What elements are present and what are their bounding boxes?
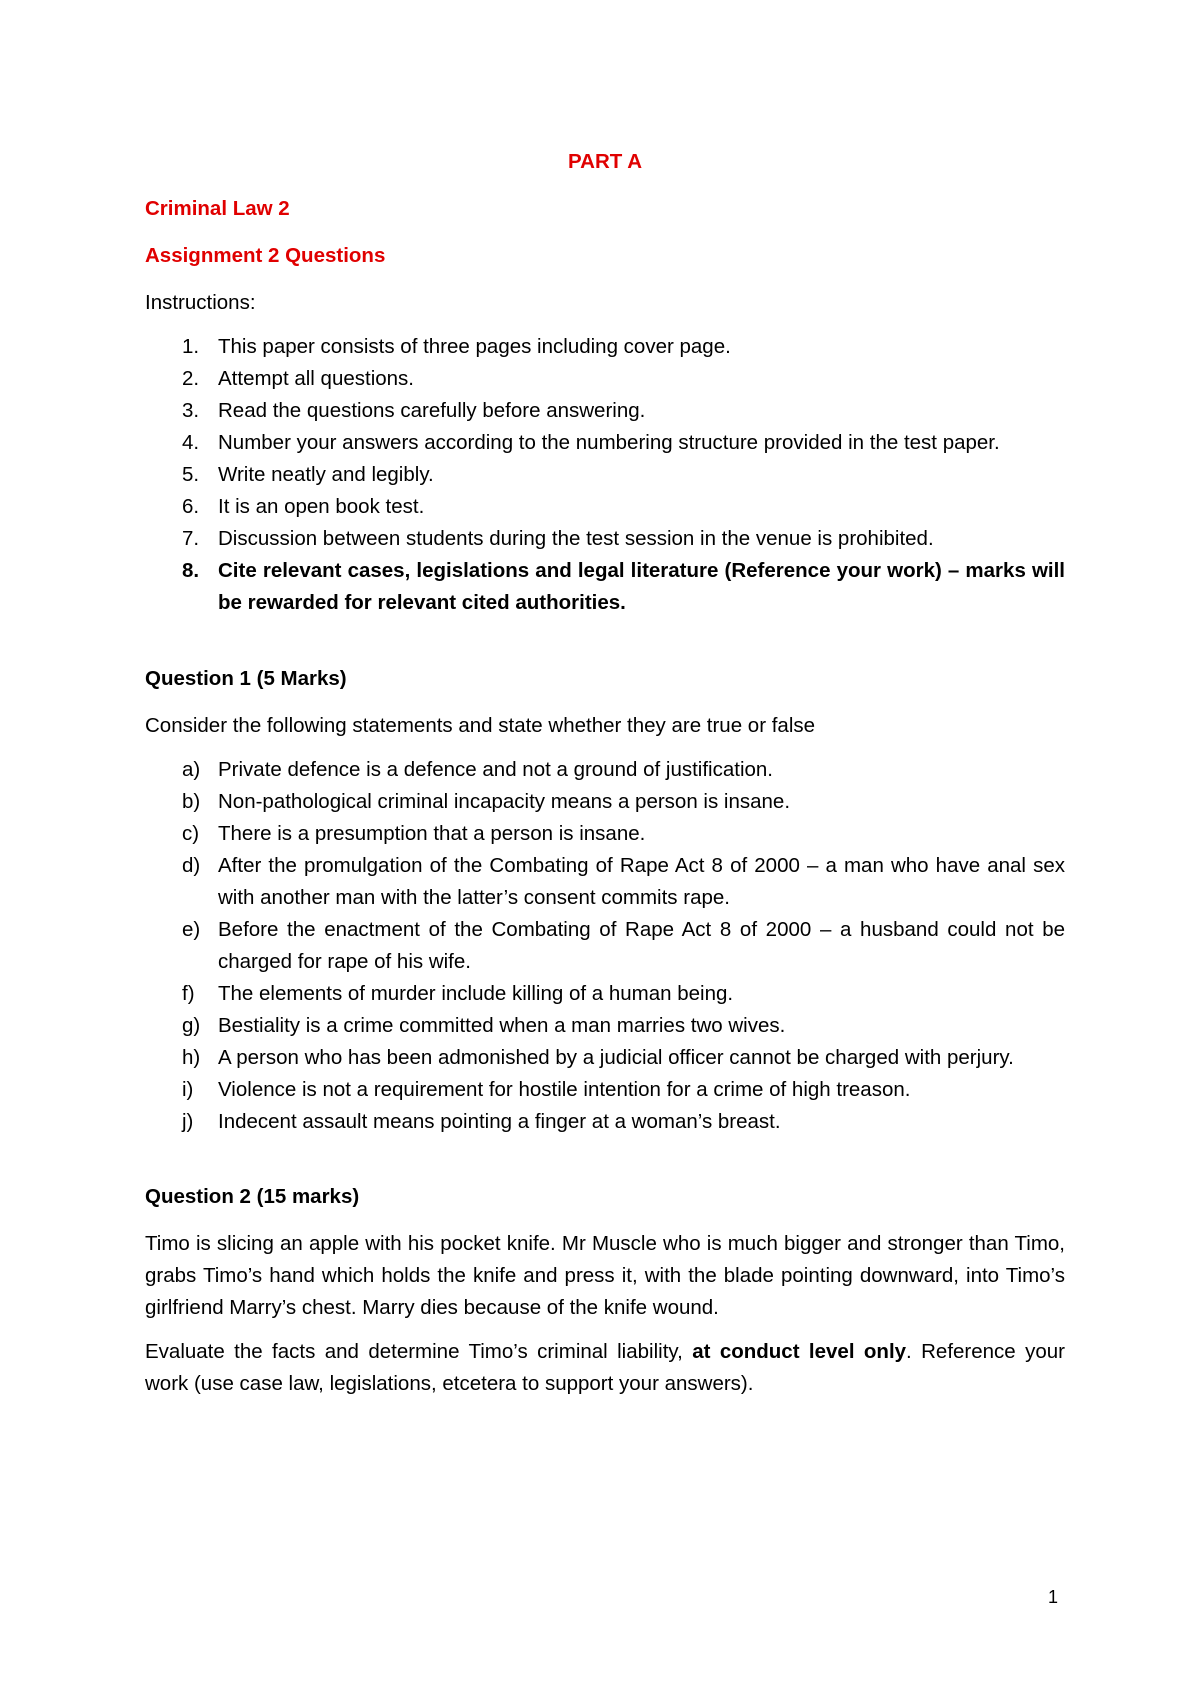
question2-task-start: Evaluate the facts and determine Timo’s criminal liability, (145, 1340, 693, 1363)
statement-text: After the promulgation of the Combating of Rape Act 8 of 2000 – a man who have anal sex with another man with the latter’s consent commits rape. (218, 854, 1065, 909)
statement-letter: h) (182, 1046, 201, 1069)
statement-letter: d) (182, 854, 201, 877)
instruction-number: 5. (182, 463, 200, 486)
instruction-number: 7. (182, 527, 200, 550)
statement-item (145, 1010, 1065, 1042)
statement-letter: g) (182, 1014, 201, 1037)
instruction-number: 2. (182, 367, 200, 390)
instruction-item (145, 363, 1065, 395)
instructions-label: Instructions: (145, 291, 256, 314)
statement-text: There is a presumption that a person is insane. (218, 822, 646, 845)
statement-item (145, 1074, 1065, 1106)
instruction-text: Read the questions carefully before answering. (218, 399, 646, 422)
statement-item (145, 786, 1065, 818)
instruction-item (145, 555, 1065, 619)
statement-letter: c) (182, 822, 200, 845)
question1-statements (145, 754, 1065, 1138)
statement-item (145, 914, 1065, 978)
instruction-item (145, 523, 1065, 555)
statement-text: Non-pathological criminal incapacity means a person is insane. (218, 790, 791, 813)
assignment-title: Assignment 2 Questions (145, 244, 386, 267)
instruction-text: Attempt all questions. (218, 367, 414, 390)
statement-text: Before the enactment of the Combating of Rape Act 8 of 2000 – a husband could not be charged for rape of his wife. (218, 918, 1065, 973)
statement-letter: e) (182, 918, 201, 941)
statement-item (145, 1042, 1065, 1074)
instruction-number: 1. (182, 335, 200, 358)
statement-text: Indecent assault means pointing a finger at a woman’s breast. (218, 1110, 781, 1133)
instruction-text: Cite relevant cases, legislations and legal literature (Reference your work) – marks will be rewarded for relevant cited authorities. (218, 559, 1065, 614)
instruction-text: Number your answers according to the numbering structure provided in the test paper. (218, 431, 1000, 454)
question2-task-end: . Reference your work (use case law, legislations, etcetera to support your answers). (145, 1340, 1065, 1395)
question2-task (145, 1336, 1065, 1400)
statement-item (145, 978, 1065, 1010)
course-title: Criminal Law 2 (145, 197, 290, 220)
instruction-number: 3. (182, 399, 200, 422)
instruction-text: Discussion between students during the test session in the venue is prohibited. (218, 527, 934, 550)
instruction-number: 8. (182, 559, 200, 582)
instruction-number: 4. (182, 431, 200, 454)
instruction-item (145, 331, 1065, 363)
page-number: 1 (1048, 1587, 1059, 1607)
statement-item (145, 850, 1065, 914)
instruction-item (145, 427, 1065, 459)
instruction-number: 6. (182, 495, 200, 518)
instruction-text: Write neatly and legibly. (218, 463, 434, 486)
instruction-text: This paper consists of three pages including cover page. (218, 335, 731, 358)
instruction-text: It is an open book test. (218, 495, 425, 518)
instruction-item (145, 491, 1065, 523)
question1-heading: Question 1 (5 Marks) (145, 667, 347, 690)
statement-text: Bestiality is a crime committed when a man marries two wives. (218, 1014, 786, 1037)
statement-letter: j) (182, 1110, 194, 1133)
instruction-item (145, 395, 1065, 427)
instruction-item (145, 459, 1065, 491)
part-title: PART A (567, 150, 643, 173)
statement-item (145, 754, 1065, 786)
statement-item (145, 818, 1065, 850)
statement-letter: i) (182, 1078, 194, 1101)
question2-task-emphasis: at conduct level only (692, 1340, 907, 1363)
statement-letter: f) (182, 982, 195, 1005)
statement-letter: a) (182, 758, 201, 781)
statement-text: Private defence is a defence and not a ground of justification. (218, 758, 774, 781)
question2-heading: Question 2 (15 marks) (145, 1185, 360, 1208)
statement-text: Violence is not a requirement for hostile intention for a crime of high treason. (218, 1078, 911, 1101)
statement-text: A person who has been admonished by a judicial officer cannot be charged with perjury. (218, 1046, 1014, 1069)
statement-letter: b) (182, 790, 201, 813)
question2-scenario: Timo is slicing an apple with his pocket knife. Mr Muscle who is much bigger and stronger than Timo, grabs Timo’s hand which holds the knife and press it, with the blade pointing downward, into Timo’s girlfriend Marry’s chest. Marry dies because of the knife wound. (145, 1232, 1065, 1319)
statement-text: The elements of murder include killing of a human being. (218, 982, 734, 1005)
page-content (145, 146, 1065, 1412)
question1-prompt: Consider the following statements and state whether they are true or false (145, 714, 816, 737)
statement-item (145, 1106, 1065, 1138)
instructions-list (145, 331, 1065, 619)
